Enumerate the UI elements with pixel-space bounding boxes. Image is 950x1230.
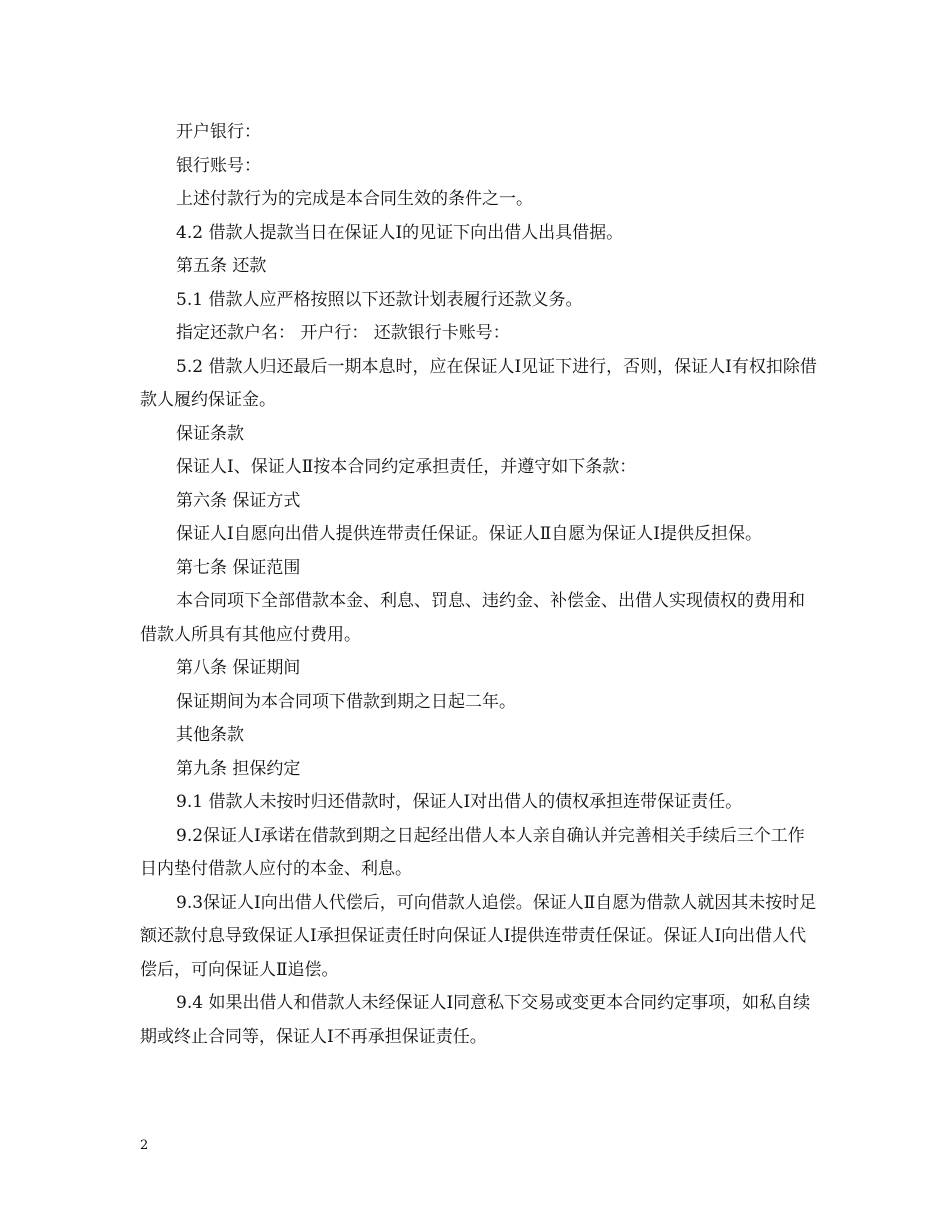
section-heading: 第七条 保证范围 [176, 557, 301, 578]
document-body [140, 116, 820, 1054]
section-heading: 第六条 保证方式 [176, 490, 301, 511]
paragraph: 保证人Ⅰ自愿向出借人提供连带责任保证。保证人Ⅱ自愿为保证人Ⅰ提供反担保。 [176, 524, 762, 544]
section-heading: 第五条 还款 [176, 256, 267, 276]
paragraph: 本合同项下全部借款本金、利息、罚息、违约金、补偿金、出借人实现债权的费用和借款人所具有其他应付费用。 [140, 591, 805, 645]
paragraph: 保证期间为本合同项下借款到期之日起二年。 [176, 691, 516, 712]
paragraph: 9.3保证人Ⅰ向出借人代偿后，可向借款人追偿。保证人Ⅱ自愿为借款人就因其未按时足额还款付息导致保证人Ⅰ承担保证责任时向保证人Ⅰ提供连带责任保证。保证人Ⅰ向出借人代偿后，可向保证人Ⅱ追偿。 [140, 892, 817, 980]
paragraph: 4.2 借款人提款当日在保证人Ⅰ的见证下向出借人出具借据。 [176, 222, 624, 243]
paragraph: 9.1 借款人未按时归还借款时，保证人Ⅰ对出借人的债权承担连带保证责任。 [176, 792, 743, 812]
paragraph: 开户银行： [176, 122, 261, 142]
section-heading: 第八条 保证期间 [176, 658, 301, 678]
page-number: 2 [140, 1138, 149, 1153]
section-heading: 其他条款 [176, 725, 244, 745]
section-heading: 保证条款 [176, 423, 244, 444]
paragraph: 银行账号： [176, 155, 261, 176]
paragraph: 9.4 如果出借人和借款人未经保证人Ⅰ同意私下交易或变更本合同约定事项，如私自续期或终止合同等，保证人Ⅰ不再承担保证责任。 [140, 993, 811, 1047]
paragraph: 5.2 借款人归还最后一期本息时，应在保证人Ⅰ见证下进行，否则，保证人Ⅰ有权扣除借款人履约保证金。 [140, 356, 817, 410]
paragraph: 保证人Ⅰ、保证人Ⅱ按本合同约定承担责任，并遵守如下条款： [176, 457, 637, 477]
section-heading: 第九条 担保约定 [176, 758, 301, 779]
paragraph: 上述付款行为的完成是本合同生效的条件之一。 [176, 189, 533, 209]
paragraph: 5.1 借款人应严格按照以下还款计划表履行还款义务。 [176, 289, 583, 310]
paragraph: 9.2保证人Ⅰ承诺在借款到期之日起经出借人本人亲自确认并完善相关手续后三个工作日内垫付借款人应付的本金、利息。 [140, 825, 805, 879]
paragraph: 指定还款户名： 开户行： 还款银行卡账号： [176, 323, 510, 343]
